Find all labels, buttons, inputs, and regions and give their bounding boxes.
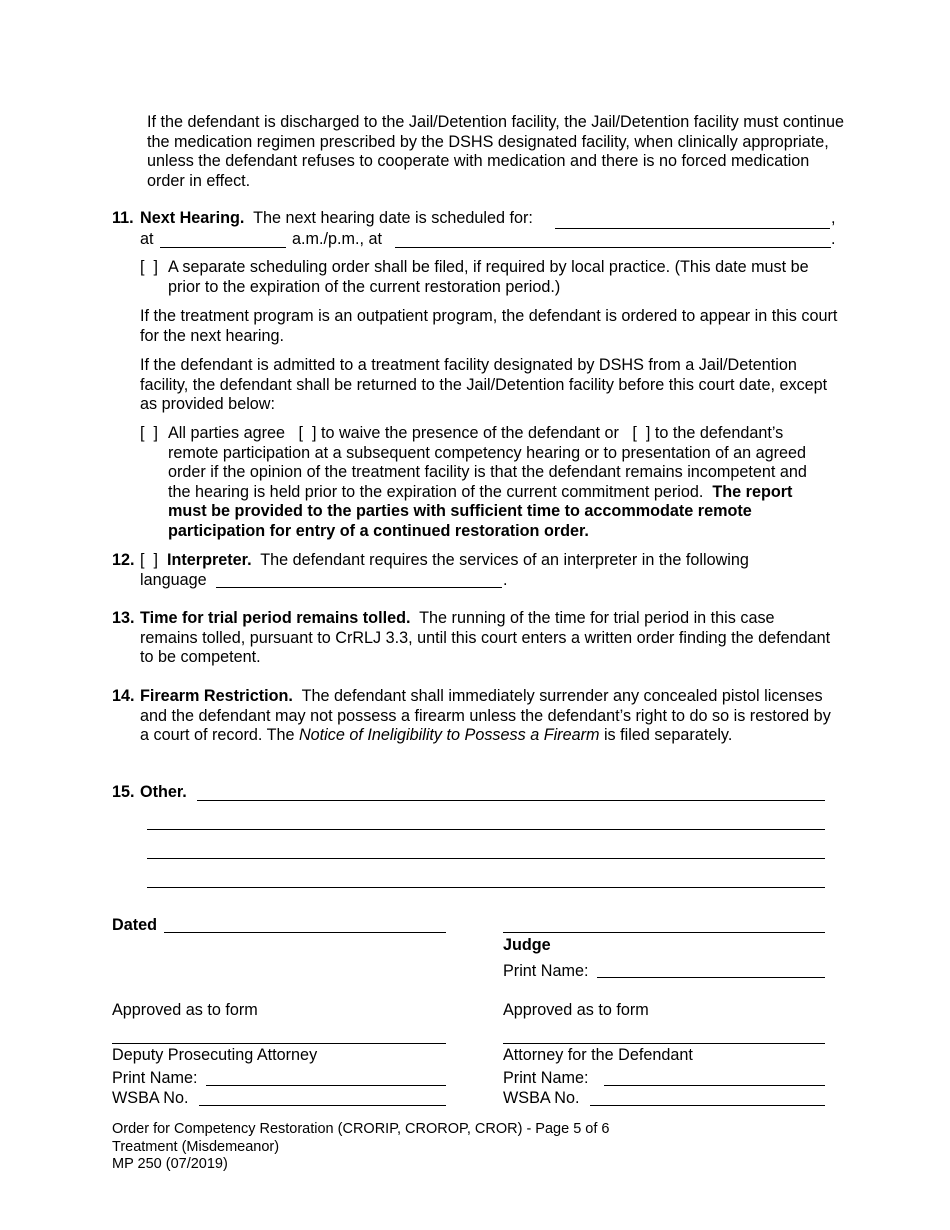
deputy-prosecutor-label: Deputy Prosecuting Attorney <box>112 1046 318 1064</box>
period: . <box>503 571 508 589</box>
period: . <box>831 230 836 248</box>
section-12-title: Interpreter. <box>167 551 252 569</box>
language-field[interactable] <box>216 587 502 588</box>
section-11-text: The next hearing date is scheduled for: <box>253 209 533 227</box>
hearing-time-field[interactable] <box>160 247 286 248</box>
section-15-title: Other. <box>140 783 187 801</box>
prosecutor-wsba-field[interactable] <box>199 1105 446 1106</box>
page-footer <box>112 1121 609 1174</box>
judge-signature-line[interactable] <box>503 932 825 933</box>
intro-paragraph: If the defendant is discharged to the Jail/Detention facility, the Jail/Detention facility must continue the medication regimen prescribed by the DSHS designated facility, when clinically appropriate, unless the defendant refuses to cooperate with medication and there is no forced medication order in effect. <box>147 113 845 190</box>
interpreter-checkbox[interactable]: [ ] <box>140 551 158 569</box>
report-requirement: The report must be provided to the parties with sufficient time to accommodate remote participation for entry of a continued restoration order. <box>168 482 793 540</box>
section-11-heading <box>140 209 533 229</box>
dated-label: Dated <box>112 916 157 934</box>
section-12-heading: [ ] Interpreter. The defendant requires the services of an interpreter in the following <box>140 551 749 569</box>
other-line-3[interactable] <box>147 858 825 859</box>
scheduling-order-checkbox[interactable]: [ ] <box>140 258 158 276</box>
judge-print-name-label: Print Name: <box>503 962 589 980</box>
language-label: language <box>140 571 207 589</box>
other-line-2[interactable] <box>147 829 825 830</box>
remote-participation-paragraph: All parties agree [ ] to waive the presence of the defendant or [ ] to the defendant’s remote participation at a subsequent competency hearing or to presentation of an agreed order if the opinion of the treatment facility is that the defendant remains incompetent and the hearing is held prior to the expiration of the current commitment period. The report must be provided to the parties with sufficient time to accommodate remote participation for entry of a continued restoration order. <box>168 424 807 540</box>
approved-right-label: Approved as to form <box>503 1001 649 1019</box>
footer-title: Order for Competency Restoration (CRORIP, CROROP, CROR) - Page 5 of 6 <box>112 1121 610 1137</box>
dated-field[interactable] <box>164 932 446 933</box>
section-13-number: 13. <box>112 609 135 627</box>
judge-print-name-field[interactable] <box>597 977 825 978</box>
approved-left-label: Approved as to form <box>112 1001 258 1019</box>
defense-signature-line[interactable] <box>503 1043 825 1044</box>
section-14-title: Firearm Restriction. <box>140 687 293 705</box>
footer-form-number: MP 250 (07/2019) <box>112 1156 228 1172</box>
notice-title: Notice of Ineligibility to Possess a Firearm <box>298 726 600 745</box>
defense-print-name-label: Print Name: <box>503 1069 589 1087</box>
judge-label: Judge <box>503 936 551 954</box>
admitted-paragraph: If the defendant is admitted to a treatment facility designated by DSHS from a Jail/Detention facility, the defendant shall be returned to the Jail/Detention facility before this court date, except as provided below: <box>140 356 828 414</box>
defense-print-name-field[interactable] <box>604 1085 825 1086</box>
prosecutor-signature-line[interactable] <box>112 1043 446 1044</box>
outpatient-paragraph: If the treatment program is an outpatient program, the defendant is ordered to appear in this court for the next hearing. <box>140 307 838 345</box>
prosecutor-wsba-label: WSBA No. <box>112 1089 189 1107</box>
at-label: at <box>140 230 154 248</box>
section-15-number: 15. <box>112 783 135 801</box>
next-hearing-date-field[interactable] <box>555 228 830 229</box>
defense-wsba-label: WSBA No. <box>503 1089 580 1107</box>
section-11-title: Next Hearing. <box>140 209 245 227</box>
section-13-paragraph: Time for trial period remains tolled. The running of the time for trial period in this case remains tolled, pursuant to CrRLJ 3.3, until this court enters a written order finding the defendant to be competent. <box>140 609 831 667</box>
defense-wsba-field[interactable] <box>590 1105 825 1106</box>
prosecutor-print-name-label: Print Name: <box>112 1069 198 1087</box>
waive-presence-checkbox[interactable]: [ ] <box>298 424 317 442</box>
remote-participation-checkbox[interactable]: [ ] <box>632 424 651 442</box>
other-line-4[interactable] <box>147 887 825 888</box>
section-11-number: 11. <box>112 209 134 227</box>
footer-subtitle: Treatment (Misdemeanor) <box>112 1138 280 1155</box>
scheduling-order-text: A separate scheduling order shall be filed, if required by local practice. (This date must be prior to the expiration of the current restoration period.) <box>168 258 809 296</box>
section-13-title: Time for trial period remains tolled. <box>140 609 411 627</box>
section-12-number: 12. <box>112 551 135 569</box>
defense-attorney-label: Attorney for the Defendant <box>503 1046 693 1064</box>
comma: , <box>831 209 836 227</box>
ampm-label: a.m./p.m., at <box>292 230 382 248</box>
hearing-location-field[interactable] <box>395 247 831 248</box>
all-parties-checkbox[interactable]: [ ] <box>140 424 158 442</box>
section-14-number: 14. <box>112 687 135 705</box>
prosecutor-print-name-field[interactable] <box>206 1085 446 1086</box>
section-14-paragraph: Firearm Restriction. The defendant shall immediately surrender any concealed pistol licenses and the defendant may not possess a firearm unless the defendant’s right to do so is restored by a court of record. The Notice of Ineligibility to Possess a Firearm is filed separately. <box>140 687 831 745</box>
other-line-1[interactable] <box>197 800 825 801</box>
